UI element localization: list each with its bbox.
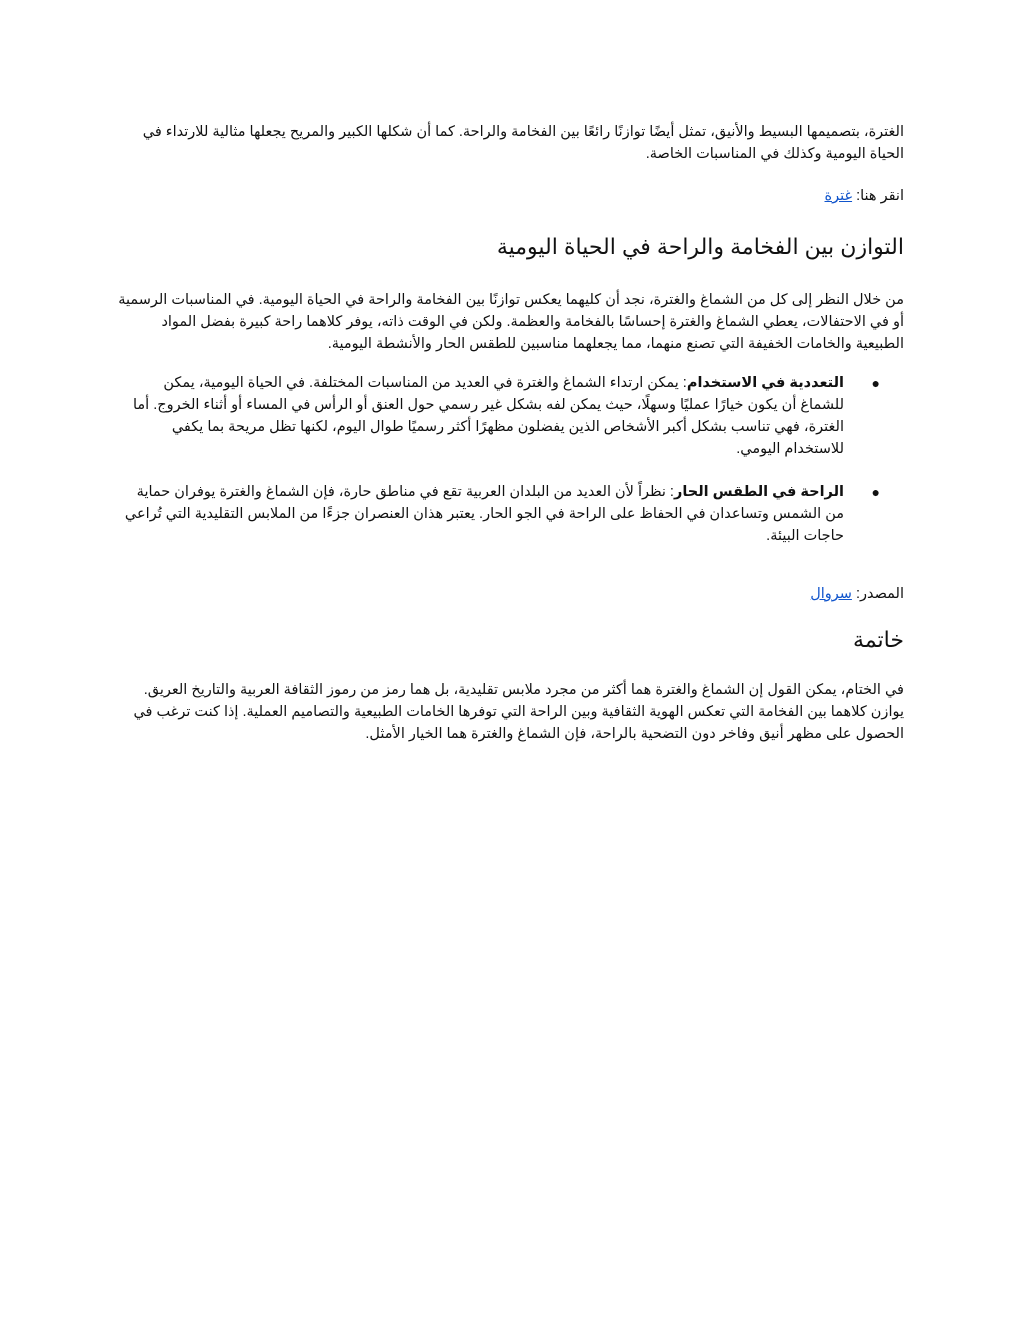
bullet-icon: ● xyxy=(871,375,880,391)
balance-section-heading: التوازن بين الفخامة والراحة في الحياة اليومية xyxy=(496,234,904,259)
conclusion-paragraph: في الختام، يمكن القول إن الشماغ والغترة هما أكثر من مجرد ملابس تقليدية، بل هما رمز من رموز الثقافة العربية والتاريخ العريق. يوازن كلاهما بين الفخامة التي تعكس الهوية الثقافية وبين الراحة التي توفرها الخامات الطبيعية والتصاميم العملية. إذا كنت ترغب في الحصول على مظهر أنيق وفاخر دون التضحية بالراحة، فإن الشماغ والغترة هما الخيار الأمثل. xyxy=(133,682,904,742)
conclusion-heading: خاتمة xyxy=(853,627,904,652)
source-line xyxy=(118,583,904,605)
point-text: : يمكن ارتداء الشماغ والغترة في العديد من المناسبات المختلفة. في الحياة اليومية، يمكن للشماغ أن يكون خيارًا عمليًا وسهلًا، حيث يمكن لفه بشكل غير رسمي حول العنق أو الرأس في المساء أو أثناء الخروج. أما الغترة، فهي تناسب بشكل أكبر الأشخاص الذين يفضلون مظهرًا أكثر رسميًا طوال اليوم، لكنها تظل مريحة بما يكفي للاستخدام اليومي. xyxy=(133,375,844,457)
source-label: المصدر: xyxy=(851,586,904,602)
intro-paragraph: الغترة، بتصميمها البسيط والأنيق، تمثل أيضًا توازنًا رائعًا بين الفخامة والراحة. كما أن شكلها الكبير والمريح يجعلها مثالية للارتداء في الحياة اليومية وكذلك في المناسبات الخاصة. xyxy=(142,124,904,162)
balance-section-paragraph: من خلال النظر إلى كل من الشماغ والغترة، نجد أن كليهما يعكس توازنًا بين الفخامة والراحة في الحياة اليومية. في المناسبات الرسمية أو في الاحتفالات، يعطي الشماغ والغترة إحساسًا بالفخامة والعظمة. ولكن في الوقت ذاته، يوفر كلاهما راحة كبيرة بفضل المواد الطبيعية والخامات الخفيفة التي تصنع منهما، مما يجعلهما مناسبين للطقس الحار والأنشطة اليومية. xyxy=(118,292,904,352)
list-item xyxy=(118,481,880,547)
ghutra-link[interactable]: غترة xyxy=(824,188,853,204)
document-page xyxy=(118,0,904,745)
source-link[interactable]: سروال xyxy=(810,586,852,602)
point-title: الراحة في الطقس الحار xyxy=(673,484,844,500)
points-list xyxy=(118,372,904,547)
point-text: : نظراً لأن العديد من البلدان العربية تقع في مناطق حارة، فإن الشماغ والغترة يوفران حماية من الشمس وتساعدان في الحفاظ على الراحة في الجو الحار. يعتبر هذان العنصران جزءًا من الملابس التقليدية التي تُراعي حاجات البيئة. xyxy=(124,484,844,544)
list-item xyxy=(118,372,880,460)
point-title: التعددية في الاستخدام xyxy=(686,375,844,391)
bullet-icon: ● xyxy=(871,484,880,500)
ghutra-link-line xyxy=(118,185,904,207)
link-label: انقر هنا: xyxy=(852,188,904,204)
